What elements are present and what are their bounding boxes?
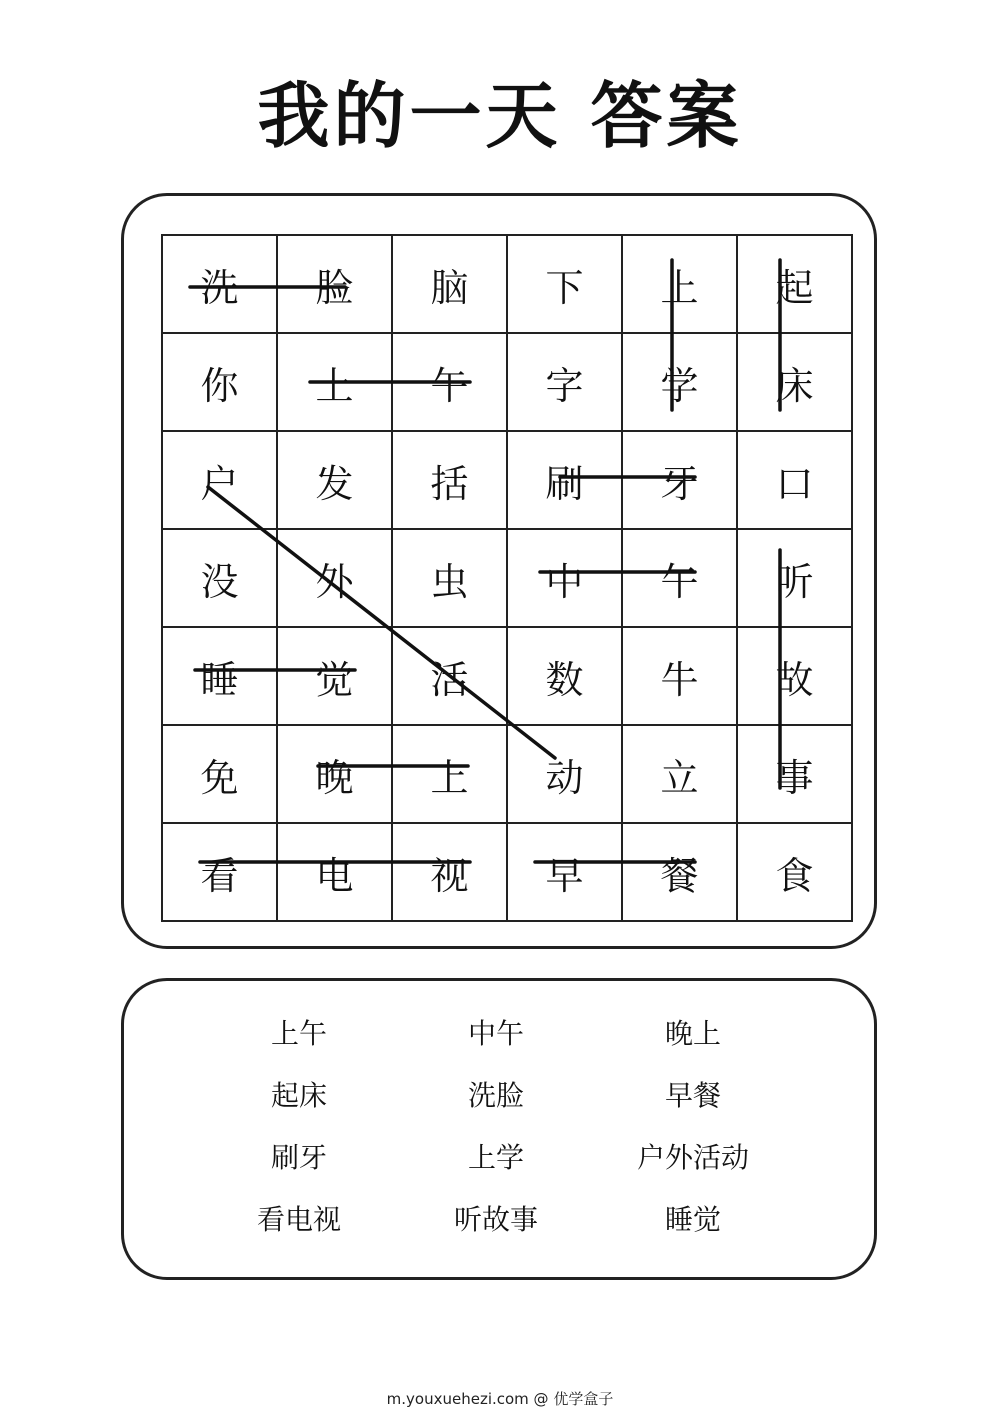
word-list-item: 刷牙: [270, 1141, 327, 1174]
word-list-item: 中午: [467, 1017, 524, 1050]
word-list-item: 睡觉: [664, 1203, 721, 1236]
grid-cell: 上: [392, 725, 507, 823]
grid-cell: 事: [737, 725, 852, 823]
grid-cell: 发: [277, 431, 392, 529]
grid-cell: 括: [392, 431, 507, 529]
grid-cell: 床: [737, 333, 852, 431]
grid-cell: 洗: [162, 235, 277, 333]
grid-cell: 学: [622, 333, 737, 431]
grid-cell: 你: [162, 333, 277, 431]
grid-cell: 刷: [507, 431, 622, 529]
grid-cell: 听: [737, 529, 852, 627]
grid-cell: 晚: [277, 725, 392, 823]
grid-cell: 脑: [392, 235, 507, 333]
grid-row: [162, 235, 852, 333]
word-list-item: 晚上: [664, 1017, 721, 1050]
grid-cell: 户: [162, 431, 277, 529]
word-list-item: 上学: [467, 1141, 524, 1174]
grid-cell: 电: [277, 823, 392, 921]
word-list-item: 早餐: [664, 1079, 721, 1112]
footer-credit: m.youxuehezi.com @ 优学盒子: [386, 1390, 614, 1408]
grid-row: [162, 333, 852, 431]
grid-cell: 牛: [622, 627, 737, 725]
page-title: 我的一天 答案: [257, 73, 743, 158]
grid-row: [162, 725, 852, 823]
grid-row: [162, 627, 852, 725]
grid-cell: 活: [392, 627, 507, 725]
grid-cell: 中: [507, 529, 622, 627]
grid-cell: 故: [737, 627, 852, 725]
grid-cell: 午: [392, 333, 507, 431]
word-list-item: 上午: [270, 1017, 327, 1050]
word-search-grid: [161, 234, 853, 922]
word-list-item: 起床: [270, 1079, 327, 1112]
grid-cell: 上: [622, 235, 737, 333]
grid-cell: 早: [507, 823, 622, 921]
grid-row: [162, 823, 852, 921]
grid-cell: 立: [622, 725, 737, 823]
grid-cell: 觉: [277, 627, 392, 725]
grid-row: [162, 529, 852, 627]
grid-cell: 餐: [622, 823, 737, 921]
grid-row: [162, 431, 852, 529]
word-list-item: 看电视: [256, 1203, 341, 1236]
grid-cell: 看: [162, 823, 277, 921]
grid-cell: 口: [737, 431, 852, 529]
grid-cell: 动: [507, 725, 622, 823]
grid-cell: 脸: [277, 235, 392, 333]
grid-cell: 牙: [622, 431, 737, 529]
word-list-item: 户外活动: [636, 1141, 749, 1174]
grid-cell: 没: [162, 529, 277, 627]
grid-cell: 外: [277, 529, 392, 627]
grid-cell: 虫: [392, 529, 507, 627]
grid-cell: 下: [507, 235, 622, 333]
grid-cell: 食: [737, 823, 852, 921]
word-list-item: 洗脸: [467, 1079, 524, 1112]
grid-cell: 免: [162, 725, 277, 823]
grid-cell: 字: [507, 333, 622, 431]
grid-cell: 上: [277, 333, 392, 431]
grid-cell: 睡: [162, 627, 277, 725]
grid-cell: 数: [507, 627, 622, 725]
word-list-item: 听故事: [453, 1203, 538, 1236]
grid-cell: 视: [392, 823, 507, 921]
grid-cell: 午: [622, 529, 737, 627]
grid-cell: 起: [737, 235, 852, 333]
